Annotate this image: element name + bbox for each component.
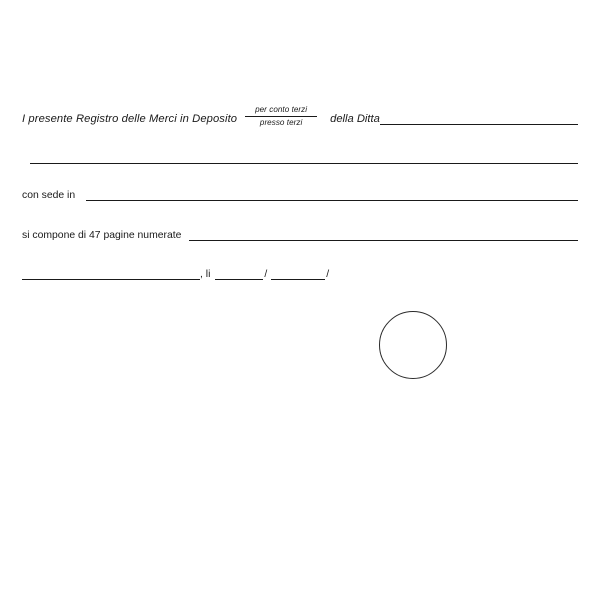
place-date-line [22, 268, 422, 282]
li-separator-label: , li [200, 269, 211, 280]
declaration-line [22, 104, 578, 127]
date-slash-2: / [326, 269, 330, 280]
stamp-circle-icon [379, 311, 447, 379]
ditta-fill-rule[interactable] [380, 124, 578, 125]
fraction-denominator: presso terzi [259, 118, 303, 127]
fraction-bar [245, 116, 317, 117]
sede-label: con sede in [22, 190, 76, 201]
ditta-label: della Ditta [330, 113, 380, 125]
declaration-lead-text: I presente Registro delle Merci in Deposito [22, 113, 238, 125]
pagine-fill-rule[interactable] [189, 240, 578, 241]
sede-line [22, 189, 578, 203]
conto-terzi-fraction [245, 105, 317, 128]
pagine-label: si compone di 47 pagine numerate [22, 230, 182, 241]
pagine-line [22, 229, 578, 243]
sede-fill-rule[interactable] [86, 200, 578, 201]
day-fill-rule[interactable] [215, 279, 263, 280]
fraction-numerator: per conto terzi [255, 105, 308, 114]
date-slash-1: / [264, 269, 268, 280]
month-fill-rule[interactable] [271, 279, 325, 280]
place-fill-rule[interactable] [22, 279, 200, 280]
continuation-fill-rule[interactable] [30, 163, 578, 164]
